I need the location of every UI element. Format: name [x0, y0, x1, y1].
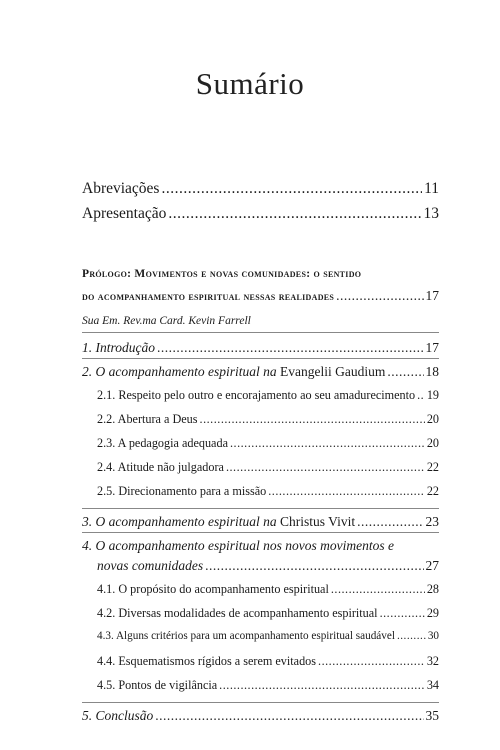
toc-entry-c4-1[interactable] — [97, 582, 439, 597]
toc-label: 2.1. Respeito pelo outro e encorajamento ao seu amadurecimento — [97, 388, 416, 402]
dot-leader — [200, 412, 425, 427]
dot-leader — [219, 678, 425, 693]
toc-label: do acompanhamento espiritual nessas realidades — [82, 291, 335, 303]
toc-page: 11 — [424, 180, 439, 197]
toc-label: 4.4. Esquematismos rígidos a serem evitados — [97, 654, 317, 668]
toc-entry-c2-2[interactable] — [97, 412, 439, 427]
divider — [82, 358, 439, 359]
toc-entry-c2-1[interactable] — [97, 388, 439, 403]
toc-label — [82, 514, 355, 530]
toc-entry-c4-5[interactable] — [97, 678, 439, 693]
dot-leader — [331, 582, 425, 597]
dot-leader — [268, 484, 425, 499]
toc-page: 28 — [426, 582, 439, 596]
toc-entry-c5[interactable] — [82, 708, 439, 724]
toc-label: 4.1. O propósito do acompanhamento espiritual — [97, 582, 329, 596]
toc-entry-c3[interactable] — [82, 514, 439, 530]
dot-leader — [161, 180, 422, 198]
toc-label-italic: 2. O acompanhamento espiritual na — [82, 364, 280, 379]
dot-leader — [336, 288, 423, 304]
dot-leader — [387, 364, 423, 380]
toc-label: 4.3. Alguns critérios para um acompanhamento espiritual saudável — [97, 630, 395, 642]
toc-label: 4.5. Pontos de vigilância — [97, 678, 218, 692]
toc-label-title: Christus Vivit — [280, 514, 356, 529]
toc-entry-c4-4[interactable] — [97, 654, 439, 669]
toc-label: Apresentação — [82, 205, 167, 222]
toc-label: 1. Introdução — [82, 340, 155, 355]
dot-leader — [205, 558, 423, 574]
toc-label: 2.5. Direcionamento para a missão — [97, 484, 267, 498]
divider — [82, 332, 439, 333]
toc-label: novas comunidades — [97, 558, 204, 573]
toc-page: 22 — [426, 460, 439, 474]
toc-page: 30 — [427, 630, 439, 642]
toc-page: 22 — [426, 484, 439, 498]
toc-page: 32 — [426, 654, 439, 668]
toc-page: 34 — [426, 678, 439, 692]
divider — [82, 508, 439, 509]
dot-leader — [380, 606, 425, 621]
toc-entry-apresentacao[interactable] — [82, 205, 439, 223]
toc-label: Abreviações — [82, 180, 160, 197]
toc-label — [82, 364, 385, 380]
toc-label: 2.3. A pedagogia adequada — [97, 436, 228, 450]
dot-leader — [357, 514, 423, 530]
divider — [82, 702, 439, 703]
toc-entry-c2[interactable] — [82, 364, 439, 380]
toc-label: 5. Conclusão — [82, 708, 154, 723]
dot-leader — [157, 340, 424, 356]
toc-prologo-line1[interactable]: Prólogo: Movimentos e novas comunidades: o sentido — [82, 268, 362, 280]
toc-label: 2.2. Abertura a Deus — [97, 412, 198, 426]
divider — [82, 532, 439, 533]
toc-entry-c4[interactable] — [97, 558, 439, 574]
toc-page: 27 — [425, 558, 439, 573]
dot-leader — [230, 436, 425, 451]
toc-entry-c4-3[interactable] — [97, 630, 439, 642]
toc-page: 17 — [425, 288, 439, 303]
toc-entry-c4-2[interactable] — [97, 606, 439, 621]
toc-page: 20 — [426, 412, 439, 426]
dot-leader — [397, 630, 426, 642]
toc-page: 35 — [425, 708, 439, 723]
toc-page: 23 — [425, 514, 439, 529]
toc-page: 19 — [426, 388, 439, 402]
toc-label-italic: 3. O acompanhamento espiritual na — [82, 514, 280, 529]
toc-page: 29 — [426, 606, 439, 620]
toc-label-title: Evangelii Gaudium — [280, 364, 386, 379]
toc-entry-c1[interactable] — [82, 340, 439, 356]
toc-page: 13 — [423, 205, 439, 222]
toc-entry-c2-5[interactable] — [97, 484, 439, 499]
dot-leader — [168, 205, 421, 223]
page-title: Sumário — [195, 66, 305, 101]
toc-page: 17 — [425, 340, 439, 355]
toc-c4-line1[interactable]: 4. O acompanhamento espiritual nos novos movimentos e — [82, 538, 394, 553]
toc-page: 18 — [425, 364, 439, 379]
toc-entry-prologo[interactable] — [82, 288, 439, 304]
toc-page: 20 — [426, 436, 439, 450]
toc-label: 2.4. Atitude não julgadora — [97, 460, 224, 474]
prologo-author: Sua Em. Rev.ma Card. Kevin Farrell — [82, 315, 251, 327]
dot-leader — [226, 460, 425, 475]
toc-entry-abreviacoes[interactable] — [82, 180, 439, 198]
toc-label: 4.2. Diversas modalidades de acompanhamento espiritual — [97, 606, 378, 620]
toc-entry-c2-4[interactable] — [97, 460, 439, 475]
dot-leader — [155, 708, 423, 724]
dot-leader — [417, 388, 425, 403]
toc-entry-c2-3[interactable] — [97, 436, 439, 451]
dot-leader — [318, 654, 425, 669]
